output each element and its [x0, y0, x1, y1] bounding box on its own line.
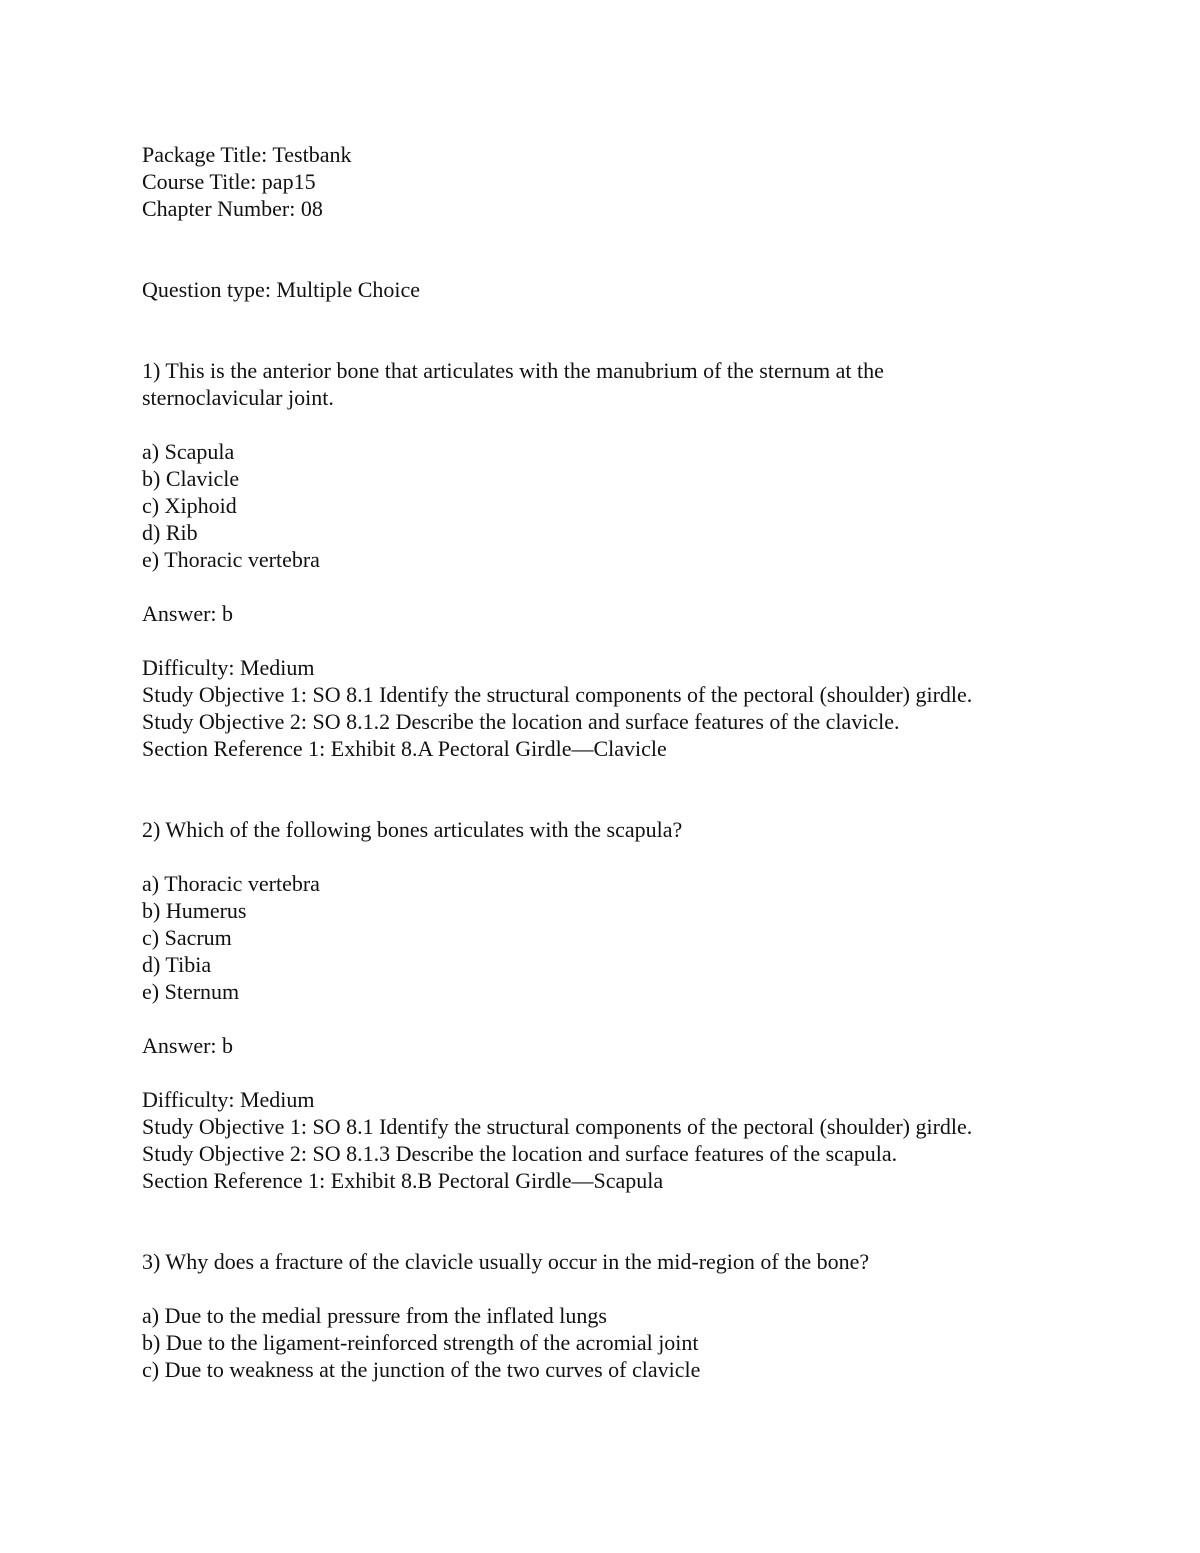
option-a: a) Scapula — [142, 439, 235, 464]
option-a: a) Thoracic vertebra — [142, 871, 320, 896]
question-3 — [142, 1248, 1142, 1383]
question-stem: 2) Which of the following bones articulates with the scapula? — [142, 817, 683, 842]
study-objective-1: Study Objective 1: SO 8.1 Identify the structural components of the pectoral (shoulder) girdle. — [142, 1114, 973, 1139]
option-b: b) Clavicle — [142, 466, 240, 491]
difficulty: Difficulty: Medium — [142, 1087, 315, 1112]
study-objective-1: Study Objective 1: SO 8.1 Identify the structural components of the pectoral (shoulder) girdle. — [142, 682, 973, 707]
chapter-number: Chapter Number: 08 — [142, 196, 323, 221]
option-d: d) Tibia — [142, 952, 212, 977]
option-e: e) Thoracic vertebra — [142, 547, 320, 572]
answer: Answer: b — [142, 1033, 234, 1058]
section-reference: Section Reference 1: Exhibit 8.A Pectoral Girdle—Clavicle — [142, 736, 667, 761]
option-b: b) Humerus — [142, 898, 247, 923]
option-e: e) Sternum — [142, 979, 240, 1004]
option-c: c) Sacrum — [142, 925, 232, 950]
study-objective-2: Study Objective 2: SO 8.1.2 Describe the location and surface features of the clavicle. — [142, 709, 900, 734]
option-a: a) Due to the medial pressure from the inflated lungs — [142, 1303, 607, 1328]
package-title: Package Title: Testbank — [142, 142, 352, 167]
difficulty: Difficulty: Medium — [142, 655, 315, 680]
option-d: d) Rib — [142, 520, 198, 545]
question-type: Question type: Multiple Choice — [142, 277, 421, 302]
question-stem: 1) This is the anterior bone that articulates with the manubrium of the sternum at the sternoclavicular joint. — [142, 358, 884, 410]
section-reference: Section Reference 1: Exhibit 8.B Pectoral Girdle—Scapula — [142, 1168, 664, 1193]
study-objective-2: Study Objective 2: SO 8.1.3 Describe the location and surface features of the scapula. — [142, 1141, 898, 1166]
document-page — [142, 141, 1142, 1383]
answer: Answer: b — [142, 601, 234, 626]
option-b: b) Due to the ligament-reinforced strength of the acromial joint — [142, 1330, 699, 1355]
question-stem: 3) Why does a fracture of the clavicle usually occur in the mid-region of the bone? — [142, 1249, 870, 1274]
option-c: c) Xiphoid — [142, 493, 237, 518]
question-1 — [142, 357, 1142, 762]
option-c: c) Due to weakness at the junction of the two curves of clavicle — [142, 1357, 701, 1382]
course-title: Course Title: pap15 — [142, 169, 316, 194]
question-2 — [142, 816, 1142, 1194]
